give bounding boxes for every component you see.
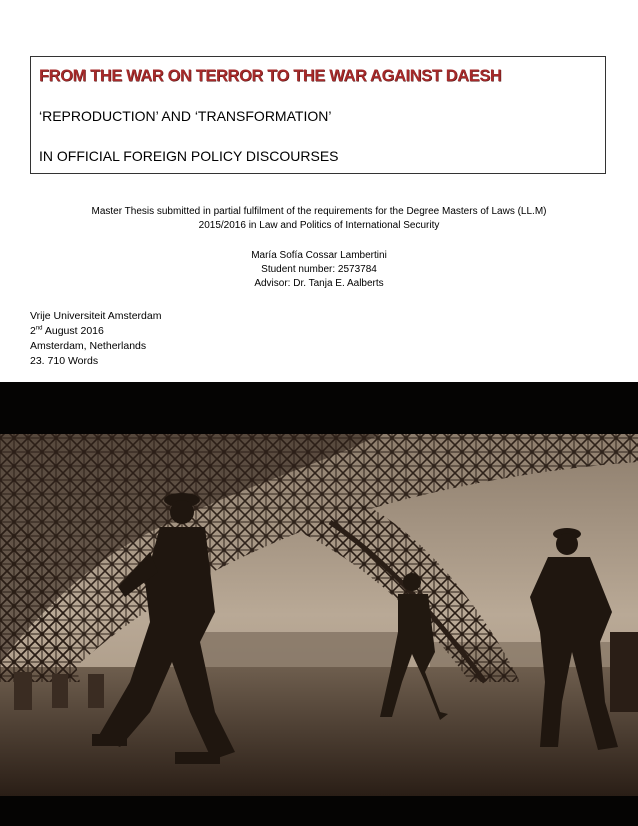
description-line-1: Master Thesis submitted in partial fulfilment of the requirements for the Degree Masters of Laws (LL.M)	[91, 206, 547, 217]
title-box	[30, 56, 606, 174]
eiffel-tower-soldiers-illustration	[0, 382, 638, 826]
university: Vrije Universiteit Amsterdam	[30, 310, 162, 322]
thesis-subtitle-2: IN OFFICIAL FOREIGN POLICY DISCOURSES	[39, 148, 339, 164]
thesis-description	[0, 205, 638, 233]
submission-date	[30, 324, 161, 339]
date-rest: August 2016	[42, 325, 104, 337]
thesis-title: FROM THE WAR ON TERROR TO THE WAR AGAINST DAESH	[39, 67, 502, 85]
word-count: 23. 710 Words	[30, 355, 99, 367]
student-number: Student number: 2573784	[261, 264, 377, 275]
cover-photo	[0, 382, 638, 826]
date-suffix: nd	[35, 325, 43, 332]
thesis-subtitle-1: ‘REPRODUCTION’ AND ‘TRANSFORMATION’	[39, 108, 332, 124]
description-line-2: 2015/2016 in Law and Politics of International Security	[198, 220, 440, 231]
author-name: María Sofía Cossar Lambertini	[251, 250, 387, 261]
date-day: 2	[30, 325, 36, 337]
location: Amsterdam, Netherlands	[30, 340, 147, 352]
author-block	[0, 249, 638, 291]
advisor: Advisor: Dr. Tanja E. Aalberts	[254, 278, 384, 289]
details-block	[30, 309, 161, 369]
